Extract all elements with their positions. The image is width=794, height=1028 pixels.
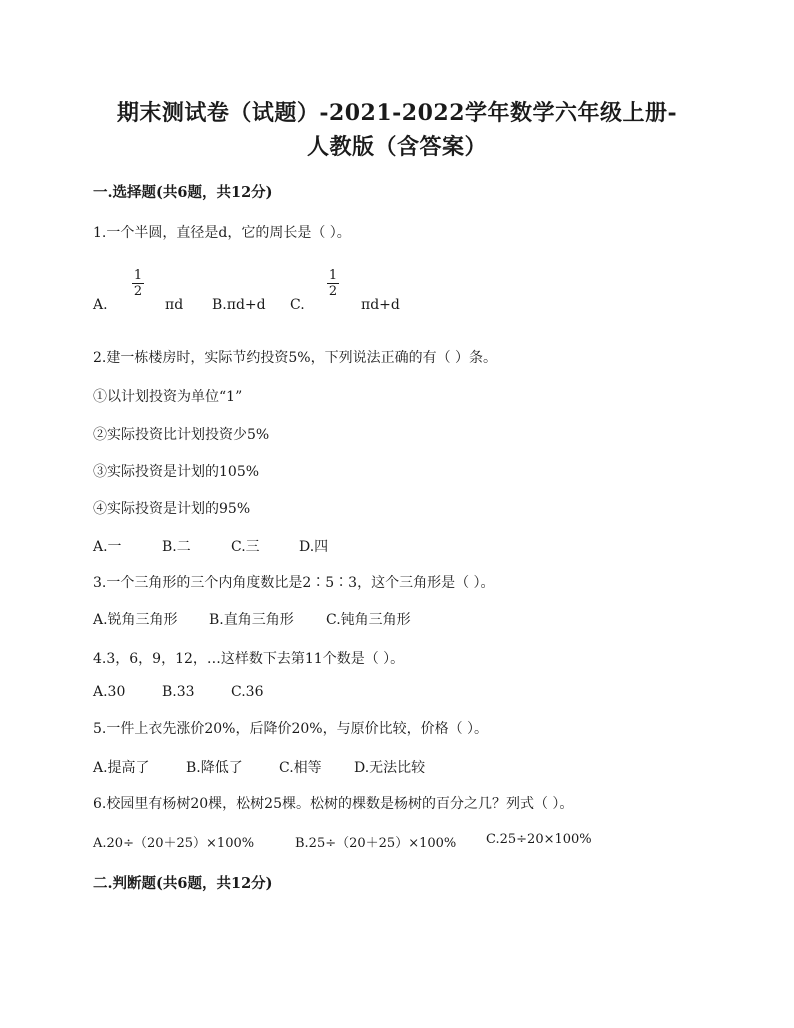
- q4-option-a: A.30: [93, 684, 126, 700]
- q1-option-c-tail: πd+d: [361, 297, 400, 313]
- q5-option-a: A.提高了: [93, 760, 150, 776]
- title-line-1: 期末测试卷（试题）-2021-2022学年数学六年级上册-: [116, 100, 678, 126]
- q2-statement-3: ③实际投资是计划的105%: [93, 464, 260, 480]
- q3-option-b: B.直角三角形: [209, 612, 294, 628]
- q1-option-b: B.πd+d: [212, 297, 266, 313]
- q2-option-a: A.一: [93, 539, 122, 555]
- q6-option-c: C.25÷20×100%: [486, 832, 592, 847]
- question-2-stem: 2.建一栋楼房时，实际节约投资5%，下列说法正确的有（ ）条。: [93, 350, 498, 366]
- question-1-stem: 1.一个半圆，直径是d，它的周长是（ ）。: [93, 225, 351, 241]
- question-4-stem: 4.3，6，9，12，…这样数下去第11个数是（ ）。: [93, 651, 405, 667]
- q5-option-c: C.相等: [279, 760, 322, 776]
- fraction-denominator: 2: [328, 284, 338, 299]
- q1-option-c-fraction: [326, 268, 340, 299]
- q2-option-c: C.三: [231, 539, 260, 555]
- q6-option-b: B.25÷（20＋25）×100%: [295, 836, 457, 851]
- q4-option-c: C.36: [231, 684, 264, 700]
- q4-option-b: B.33: [162, 684, 195, 700]
- q2-option-d: D.四: [299, 539, 329, 555]
- q1-option-c-label: C.: [290, 297, 305, 313]
- question-3-stem: 3.一个三角形的三个内角度数比是2∶5∶3，这个三角形是（ ）。: [93, 575, 495, 591]
- q2-statement-2: ②实际投资比计划投资少5%: [93, 427, 270, 443]
- fraction-numerator: 1: [328, 268, 338, 283]
- q2-option-b: B.二: [162, 539, 191, 555]
- q2-statement-1: ①以计划投资为单位“1”: [93, 389, 243, 405]
- q3-option-c: C.钝角三角形: [326, 612, 411, 628]
- question-6-stem: 6.校园里有杨树20棵，松树25棵。松树的棵数是杨树的百分之几？列式（ ）。: [93, 796, 574, 812]
- q3-option-a: A.锐角三角形: [93, 612, 178, 628]
- title-line-2: 人教版（含答案）: [306, 134, 487, 160]
- q5-option-b: B.降低了: [186, 760, 243, 776]
- q1-option-a-label: A.: [93, 297, 108, 313]
- question-5-stem: 5.一件上衣先涨价20%，后降价20%，与原价比较，价格（ ）。: [93, 721, 489, 737]
- fraction-denominator: 2: [133, 284, 143, 299]
- q1-option-a-tail: πd: [165, 297, 184, 313]
- q2-statement-4: ④实际投资是计划的95%: [93, 501, 251, 517]
- fraction-numerator: 1: [133, 268, 143, 283]
- section-heading-choice: 一.选择题(共6题，共12分): [93, 184, 273, 201]
- q6-option-a: A.20÷（20＋25）×100%: [93, 836, 255, 851]
- q5-option-d: D.无法比较: [354, 760, 426, 776]
- section-heading-judgement: 二.判断题(共6题，共12分): [93, 875, 273, 892]
- q1-option-a-fraction: [131, 268, 145, 299]
